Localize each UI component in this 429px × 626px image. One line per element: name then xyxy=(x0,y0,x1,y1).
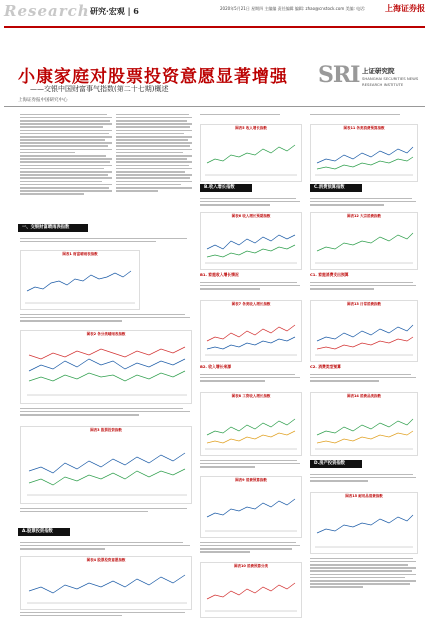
figure-8-series-b xyxy=(207,431,295,443)
column-2-text-1 xyxy=(200,458,300,474)
figure-11 xyxy=(310,124,418,182)
logo-line-2: SHANGHAI SECURITIES NEWS xyxy=(362,76,419,81)
figure-8-chart xyxy=(201,393,301,455)
figure-8-series-a xyxy=(207,419,295,435)
figure-1-chart xyxy=(21,251,139,309)
figure-7-caption: 图表7 各类收入增长指数 xyxy=(231,302,271,306)
section-heading-b: B.收入增长指数 xyxy=(200,184,252,192)
intro-text-block-2 xyxy=(116,112,192,220)
figure-12-chart xyxy=(311,213,417,269)
figure-13 xyxy=(310,300,418,362)
section-label: 研究·宏观 | 6 xyxy=(90,6,139,16)
figure-13-chart xyxy=(311,301,417,361)
figure-15-line xyxy=(317,515,413,533)
figure-14 xyxy=(310,392,418,456)
figure-12 xyxy=(310,212,418,270)
newspaper-brand: 上海证券报 xyxy=(385,3,425,13)
column-2-text-2 xyxy=(200,540,300,560)
logo-mark: SRI xyxy=(318,62,360,88)
subsection-b1-text xyxy=(200,280,300,296)
masthead xyxy=(0,0,429,26)
figure-4-line xyxy=(29,575,185,593)
section-heading-c: C.消费预算指数 xyxy=(310,184,362,192)
figure-7-chart xyxy=(201,301,301,361)
intro-text-block xyxy=(20,112,112,220)
subsection-c1-text xyxy=(310,280,416,296)
section-heading-1: 一、交银财富晴雨表指数 xyxy=(18,224,88,232)
figure-5-caption: 图表5 收入增长指数 xyxy=(235,126,267,130)
figure-8-caption: 图表8 工资收入增长指数 xyxy=(231,394,271,398)
figure-12-caption: 图表12 大宗消费指数 xyxy=(346,214,382,218)
figure-4-caption: 图表4 股票投资意愿指数 xyxy=(86,558,126,562)
figure-15-caption: 图表15 耐用品消费指数 xyxy=(345,494,383,498)
figure-2-caption: 图表2 各分类晴雨表指数 xyxy=(86,332,126,336)
logo-line-3: RESEARCH INSTITUTE xyxy=(362,82,404,87)
figure-4-chart xyxy=(21,557,191,609)
section-heading-d: D.房产投资指数 xyxy=(310,460,362,468)
section-a-text xyxy=(20,540,190,554)
col2-intro-text xyxy=(200,112,300,122)
col3-intro-text xyxy=(310,112,416,122)
section-1-text xyxy=(20,236,190,248)
figure-4-text xyxy=(20,610,190,622)
figure-3 xyxy=(20,426,192,504)
section-c-text xyxy=(310,196,416,210)
figure-9-chart xyxy=(201,477,301,537)
figure-11-series-b xyxy=(317,157,413,169)
subsection-b1: B1. 家庭收入增长情况 xyxy=(200,272,239,277)
figure-5 xyxy=(200,124,302,182)
figure-1 xyxy=(20,250,140,310)
headline-divider xyxy=(4,106,425,107)
figure-5-line xyxy=(207,145,295,163)
institute-logo xyxy=(318,62,419,92)
figure-1-line xyxy=(27,271,131,291)
figure-6-chart xyxy=(201,213,301,269)
figure-7 xyxy=(200,300,302,362)
figure-2-series-b xyxy=(29,371,185,381)
figure-10-line xyxy=(207,583,295,599)
figure-6 xyxy=(200,212,302,270)
figure-2-text xyxy=(20,406,190,422)
byline: 上海证券报中国研究中心 xyxy=(18,98,68,103)
figure-9 xyxy=(200,476,302,538)
figure-8 xyxy=(200,392,302,456)
subsection-b2-text xyxy=(200,372,300,388)
figure-3-chart xyxy=(21,427,191,503)
page-headline: 小康家庭对股票投资意愿显著增强 xyxy=(18,67,288,87)
subsection-c2-text xyxy=(310,372,416,388)
figure-11-chart xyxy=(311,125,417,181)
figure-1-text xyxy=(20,312,190,326)
figure-3-series-a xyxy=(29,453,185,473)
subsection-c2: C2. 消费类型预算 xyxy=(310,364,341,369)
subsection-b2: B2. 收入增长来源 xyxy=(200,364,232,369)
section-d-text xyxy=(310,472,416,488)
figure-6-series-b xyxy=(207,245,295,257)
masthead-meta: 2020年5月21日 星期四 主编编 责任编辑 编辑: zhao@cnstock.com 美编: 电话: xyxy=(220,6,366,11)
logo-title: 上证研究院 xyxy=(362,67,395,75)
figure-1-caption: 图表1 财富晴雨表指数 xyxy=(62,252,98,256)
figure-12-line xyxy=(317,233,413,251)
figure-14-caption: 图表14 消费品类指数 xyxy=(346,394,382,398)
figure-9-caption: 图表9 消费预算指数 xyxy=(235,478,267,482)
figure-6-caption: 图表6 收入增长预期指数 xyxy=(231,214,271,218)
figure-3-text xyxy=(20,506,190,520)
section-heading-a: A.股票投资指数 xyxy=(18,528,70,536)
section-b-text xyxy=(200,196,300,210)
subsection-c1: C1. 家庭消费支出预算 xyxy=(310,272,349,277)
figure-7-series-b xyxy=(207,337,295,349)
figure-9-line xyxy=(207,499,295,517)
figure-2-series-c xyxy=(29,347,185,359)
figure-3-caption: 图表3 股票投资指数 xyxy=(90,428,122,432)
column-3-text-end xyxy=(310,556,416,616)
figure-13-series-a xyxy=(317,325,413,341)
top-rule xyxy=(4,26,425,28)
figure-3-series-b xyxy=(29,469,185,485)
figure-11-caption: 图表11 各类消费预算指数 xyxy=(343,126,385,130)
figure-10 xyxy=(200,562,302,618)
figure-15-chart xyxy=(311,493,417,553)
figure-11-series-a xyxy=(317,147,413,163)
figure-7-series-a xyxy=(207,325,295,341)
figure-14-series-b xyxy=(317,431,413,443)
figure-13-series-b xyxy=(317,337,413,349)
figure-10-chart xyxy=(201,563,301,617)
figure-2-series-a xyxy=(29,359,185,371)
figure-2 xyxy=(20,330,192,404)
page-subhead: ——交银中国财富事气指数(第二十七期)概述 xyxy=(30,85,169,93)
figure-5-chart xyxy=(201,125,301,181)
figure-14-series-a xyxy=(317,419,413,435)
figure-14-chart xyxy=(311,393,417,455)
figure-10-caption: 图表10 消费预算分类 xyxy=(233,564,269,568)
masthead-word: Research xyxy=(4,2,90,20)
figure-2-chart xyxy=(21,331,191,403)
figure-6-series-a xyxy=(207,235,295,249)
figure-15 xyxy=(310,492,418,554)
figure-13-caption: 图表13 日常消费指数 xyxy=(346,302,382,306)
figure-4 xyxy=(20,556,192,610)
